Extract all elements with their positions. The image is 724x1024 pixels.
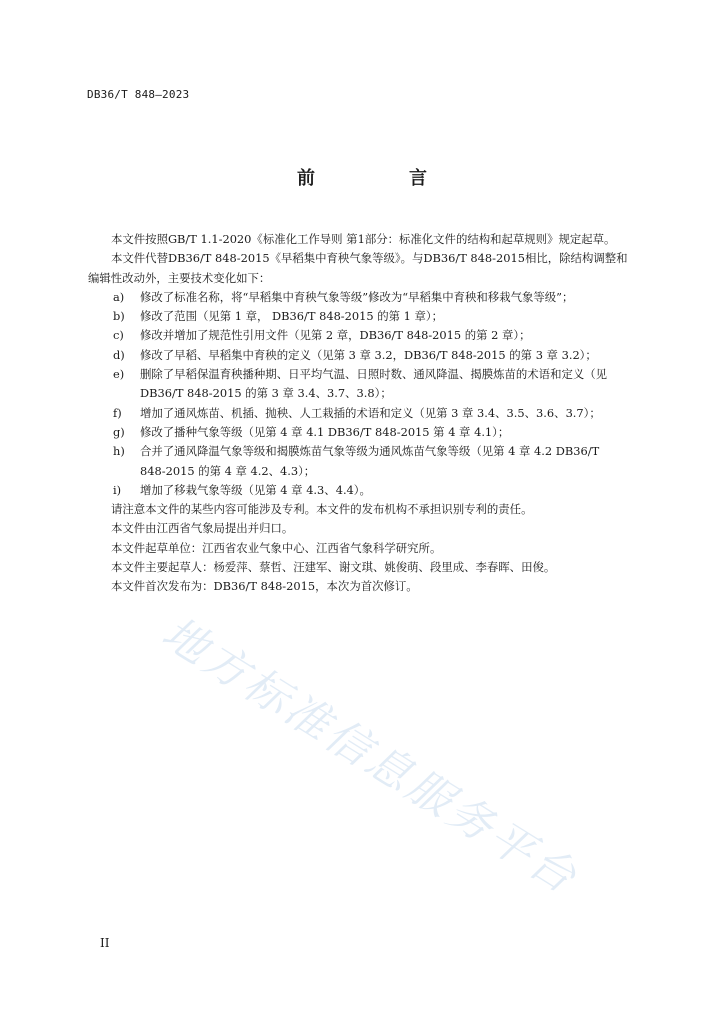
proposer-line: 本文件由江西省气象局提出并归口。 [111, 521, 294, 536]
item-text: 修改了范围（见第 1 章， DB36/T 848-2015 的第 1 章）； [140, 309, 444, 324]
item-marker: e) [113, 367, 125, 382]
item-text: 修改了标准名称，将“早稻集中育秧气象等级”修改为“早稻集中育秧和移栽气象等级”； [140, 289, 574, 304]
item-text: 修改并增加了规范性引用文件（见第 2 章，DB36/T 848-2015 的第 2 章）； [140, 328, 531, 343]
intro-line: 编辑性改动外，主要技术变化如下： [88, 270, 271, 285]
watermark-text: 地方标准信息服务平台 [153, 607, 588, 905]
document-header-code: DB36/T 848—2023 [87, 88, 190, 101]
change-item [88, 307, 660, 326]
item-text: 增加了移栽气象等级（见第 4 章 4.3、4.4）。 [140, 482, 371, 497]
intro-line: 本文件按照GB/T 1.1-2020《标准化工作导则 第1部分：标准化文件的结构和起草规则》规定起草。 [111, 232, 616, 246]
change-item [88, 326, 660, 345]
intro-line: 本文件代替DB36/T 848-2015《早稻集中育秧气象等级》。与DB36/T 848-2015相比，除结构调整和 [111, 251, 628, 266]
change-item [88, 365, 660, 384]
item-marker: c) [113, 328, 124, 343]
change-item [88, 288, 660, 307]
change-item [88, 481, 660, 500]
item-text: 合并了通风降温气象等级和揭膜炼苗气象等级为通风炼苗气象等级（见第 4 章 4.2 DB36/T [140, 444, 600, 459]
patent-notice: 请注意本文件的某些内容可能涉及专利。本文件的发布机构不承担识别专利的责任。 [111, 502, 533, 517]
change-item [88, 404, 660, 423]
item-marker: g) [113, 424, 125, 439]
foreword-body [88, 230, 660, 597]
item-text: 增加了通风炼苗、机插、抛秧、人工栽插的术语和定义（见第 3 章 3.4、3.5、3.6、3.7）； [140, 405, 601, 420]
first-release-line: 本文件首次发布为：DB36/T 848-2015，本次为首次修订。 [111, 579, 418, 594]
item-text: 修改了早稻、早稻集中育秧的定义（见第 3 章 3.2，DB36/T 848-2015 的第 3 章 3.2）； [140, 347, 597, 362]
change-item [88, 423, 660, 442]
item-marker: d) [113, 347, 125, 362]
item-continuation: 848-2015 的第 4 章 4.2、4.3）； [140, 463, 316, 478]
item-marker: i) [113, 482, 122, 497]
change-item [88, 346, 660, 365]
item-marker: a) [113, 289, 125, 304]
item-marker: b) [113, 309, 125, 324]
item-marker: f) [113, 405, 122, 420]
item-text: 删除了早稻保温育秧播种期、日平均气温、日照时数、通风降温、揭膜炼苗的术语和定义（见 [140, 367, 608, 382]
change-item [88, 442, 660, 461]
page-title: 前 言 [297, 168, 465, 189]
item-text: 修改了播种气象等级（见第 4 章 4.1 DB36/T 848-2015 第 4 章 4.1）； [140, 424, 510, 439]
item-continuation: DB36/T 848-2015 的第 3 章 3.4、3.7、3.8）； [140, 386, 392, 401]
drafting-units-line: 本文件起草单位：江西省农业气象中心、江西省气象科学研究所。 [111, 540, 442, 555]
item-marker: h) [113, 444, 125, 459]
page-number: II [100, 936, 110, 950]
drafters-line: 本文件主要起草人：杨爱萍、蔡哲、汪建军、谢文琪、姚俊萌、段里成、李春晖、田俊。 [111, 560, 556, 575]
